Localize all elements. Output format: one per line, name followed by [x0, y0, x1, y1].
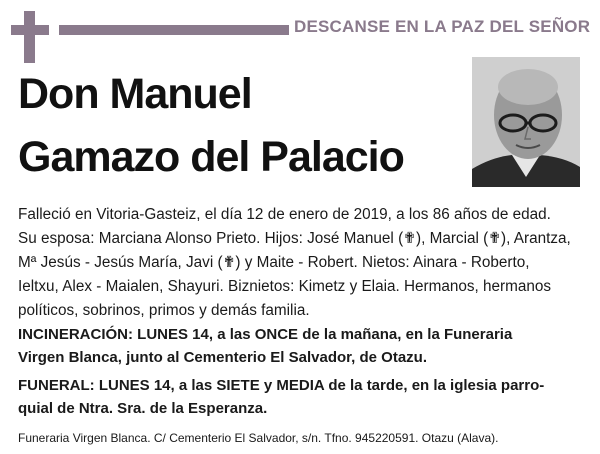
announcement-line: políticos, sobrinos, primos y demás familia. [18, 302, 310, 319]
deceased-name-line2: Gamazo del Palacio [18, 133, 404, 181]
funeral-home-footer: Funeraria Virgen Blanca. C/ Cementerio El Salvador, s/n. Tfno. 945220591. Otazu (Alava). [18, 431, 499, 445]
announcement-line: Ieltxu, Alex - Maialen, Shayuri. Biznietos: Kimetz y Elaia. Hermanos, hermanos [18, 278, 552, 295]
funeral-notice [18, 374, 583, 420]
announcement-text [18, 203, 580, 323]
announcement-line: Falleció en Vitoria-Gasteiz, el día 12 de enero de 2019, a los 86 años de edad. [18, 206, 551, 223]
cremation-notice [18, 323, 583, 369]
header-divider [59, 25, 289, 35]
funeral-line: FUNERAL: LUNES 14, a las SIETE y MEDIA de la tarde, en la iglesia parro- [18, 377, 545, 394]
announcement-line: Su esposa: Marciana Alonso Prieto. Hijos: José Manuel (✟), Marcial (✟), Arantza, [18, 230, 571, 247]
header-motto: DESCANSE EN LA PAZ DEL SEÑOR [294, 17, 591, 36]
deceased-name-line1: Don Manuel [18, 70, 252, 118]
announcement-line: Mª Jesús - Jesús María, Javi (✟) y Maite - Robert. Nietos: Ainara - Roberto, [18, 254, 530, 271]
cremation-line: Virgen Blanca, junto al Cementerio El Salvador, de Otazu. [18, 349, 427, 366]
cremation-line: INCINERACIÓN: LUNES 14, a las ONCE de la mañana, en la Funeraria [18, 326, 513, 343]
funeral-line: quial de Ntra. Sra. de la Esperanza. [18, 400, 268, 417]
deceased-photo [472, 57, 580, 187]
cross-icon [11, 11, 49, 63]
